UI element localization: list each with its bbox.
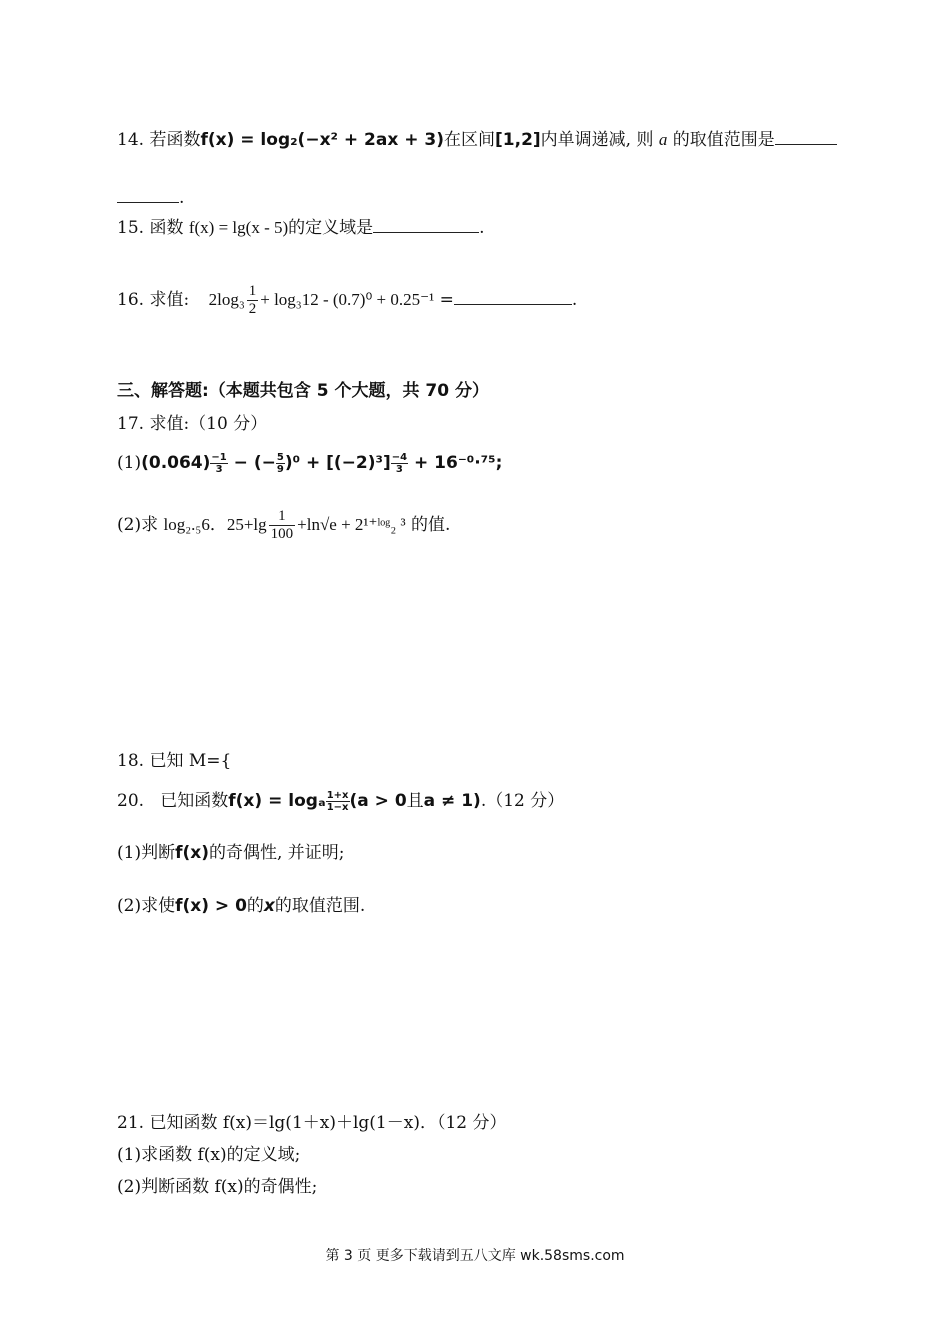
q14-variable: a [658, 130, 668, 149]
question-18: 18. 已知 M={ [117, 751, 232, 771]
q17-p1-formula-d: + 16⁻⁰·⁷⁵; [408, 453, 503, 473]
q20-p2-variable: x [263, 896, 275, 916]
q20-p1-post: 的奇偶性, 并证明; [209, 843, 345, 863]
question-20 [117, 788, 564, 814]
q14-text-tail: 的取值范围是 [672, 130, 775, 150]
q20-p2-mid: 的 [246, 896, 264, 916]
q17-p2-formula-a: log₂.₅6．25+lg [163, 515, 267, 534]
q20-number: 20. [117, 791, 145, 811]
q15-text-pre: 函数 [149, 218, 184, 238]
q17-p2-frac-den: 100 [270, 526, 294, 542]
q14-text-pre: 若函数 [149, 130, 201, 150]
q16-formula-part1: 2log₃ [208, 290, 245, 309]
q17-p1-label: (1) [117, 453, 142, 473]
question-21-title: 21. 已知函数 f(x)＝lg(1＋x)＋lg(1－x)．（12 分） [117, 1113, 507, 1133]
question-15 [117, 214, 485, 241]
page-footer: 第 3 页 更多下载请到五八文库 wk.58sms.com [325, 1248, 625, 1264]
q20-p2-pre: (2)求使 [117, 896, 176, 916]
q20-p1-pre: (1)判断 [117, 843, 176, 863]
q16-frac-denominator: 2 [248, 301, 257, 317]
q14-interval: [1,2] [495, 130, 541, 150]
q15-end: . [479, 218, 485, 238]
q14-end: . [179, 188, 185, 208]
question-14 [117, 126, 837, 153]
q14-text-mid: 在区间 [444, 130, 496, 150]
q20-p2-post: 的取值范围. [274, 896, 366, 916]
question-21-part-1: (1)求函数 f(x)的定义域; [117, 1145, 301, 1165]
q20-text-pre: 已知函数 [160, 791, 229, 811]
q16-number: 16. [117, 290, 145, 310]
question-17-part-1 [117, 450, 502, 476]
q17-p1-frac-den: 9 [276, 464, 284, 475]
question-20-part-1 [117, 840, 345, 866]
q17-p1-fraction [276, 452, 285, 475]
q17-p1-exp-a-den: 3 [215, 464, 223, 475]
q15-formula: f(x) = lg(x - 5) [188, 218, 289, 237]
q20-formula-b: (a > 0 [349, 791, 407, 811]
q15-number: 15. [117, 218, 145, 238]
question-17-title: 17. 求值:（10 分） [117, 414, 268, 434]
q20-frac-num: 1+x [326, 790, 349, 801]
question-17-part-2 [117, 508, 450, 543]
q17-p2-fraction [269, 508, 296, 543]
q15-text-post: 的定义域是 [288, 218, 374, 238]
q16-answer-blank [454, 286, 572, 305]
q17-p2-label: (2)求 [117, 515, 159, 535]
q14-text-post: 内单调递减, 则 [540, 130, 654, 150]
q20-p1-formula: f(x) [175, 843, 209, 863]
q20-formula-c: a ≠ 1) [423, 791, 481, 811]
q17-p1-formula-a: (0.064) [141, 453, 211, 473]
q14-number: 14. [117, 130, 145, 150]
q20-and: 且 [406, 791, 424, 811]
q20-fraction [326, 790, 350, 813]
q16-end: . [571, 290, 578, 310]
question-21-part-2: (2)判断函数 f(x)的奇偶性; [117, 1177, 318, 1197]
q20-score: .（12 分） [480, 791, 565, 811]
q16-formula-part2: + log₃12 - (0.7)⁰ + 0.25⁻¹ [260, 290, 435, 309]
q17-p1-exp-c-den: 3 [395, 464, 403, 475]
q17-p1-exp-a [210, 452, 227, 475]
question-16 [117, 283, 577, 318]
q17-p1-exp-c-num: −4 [391, 452, 408, 463]
q20-formula-a: f(x) = logₐ [228, 791, 326, 811]
q17-p1-exp-a-num: −1 [211, 452, 227, 463]
q14-formula: f(x) = log₂(−x² + 2ax + 3) [200, 130, 445, 150]
question-20-part-2 [117, 893, 365, 919]
q17-p1-frac-num: 5 [276, 452, 284, 463]
q16-text-pre: 求值: [149, 290, 190, 310]
q17-p2-formula-b: +ln√e + 2¹⁺ˡᵒᵍ₂ ³ [297, 515, 406, 534]
q16-frac-numerator: 1 [248, 283, 257, 299]
q16-fraction [247, 283, 259, 318]
q14-answer-blank-cont [117, 184, 179, 203]
q14-continuation [117, 184, 184, 211]
q17-p2-frac-num: 1 [269, 508, 296, 526]
q17-p1-formula-c: )⁰ + [(−2)³] [284, 453, 391, 473]
q17-p1-formula-b: − (− [227, 453, 276, 473]
q17-p1-exp-c [391, 452, 408, 475]
q16-equals: = [439, 290, 454, 310]
q20-p2-formula: f(x) > 0 [175, 896, 247, 916]
q14-answer-blank [775, 126, 837, 145]
section-3-heading: 三、解答题:（本题共包含 5 个大题，共 70 分） [117, 381, 489, 401]
q15-answer-blank [373, 214, 479, 233]
q20-frac-den: 1−x [326, 802, 349, 813]
q17-p2-post: 的值. [411, 515, 451, 535]
